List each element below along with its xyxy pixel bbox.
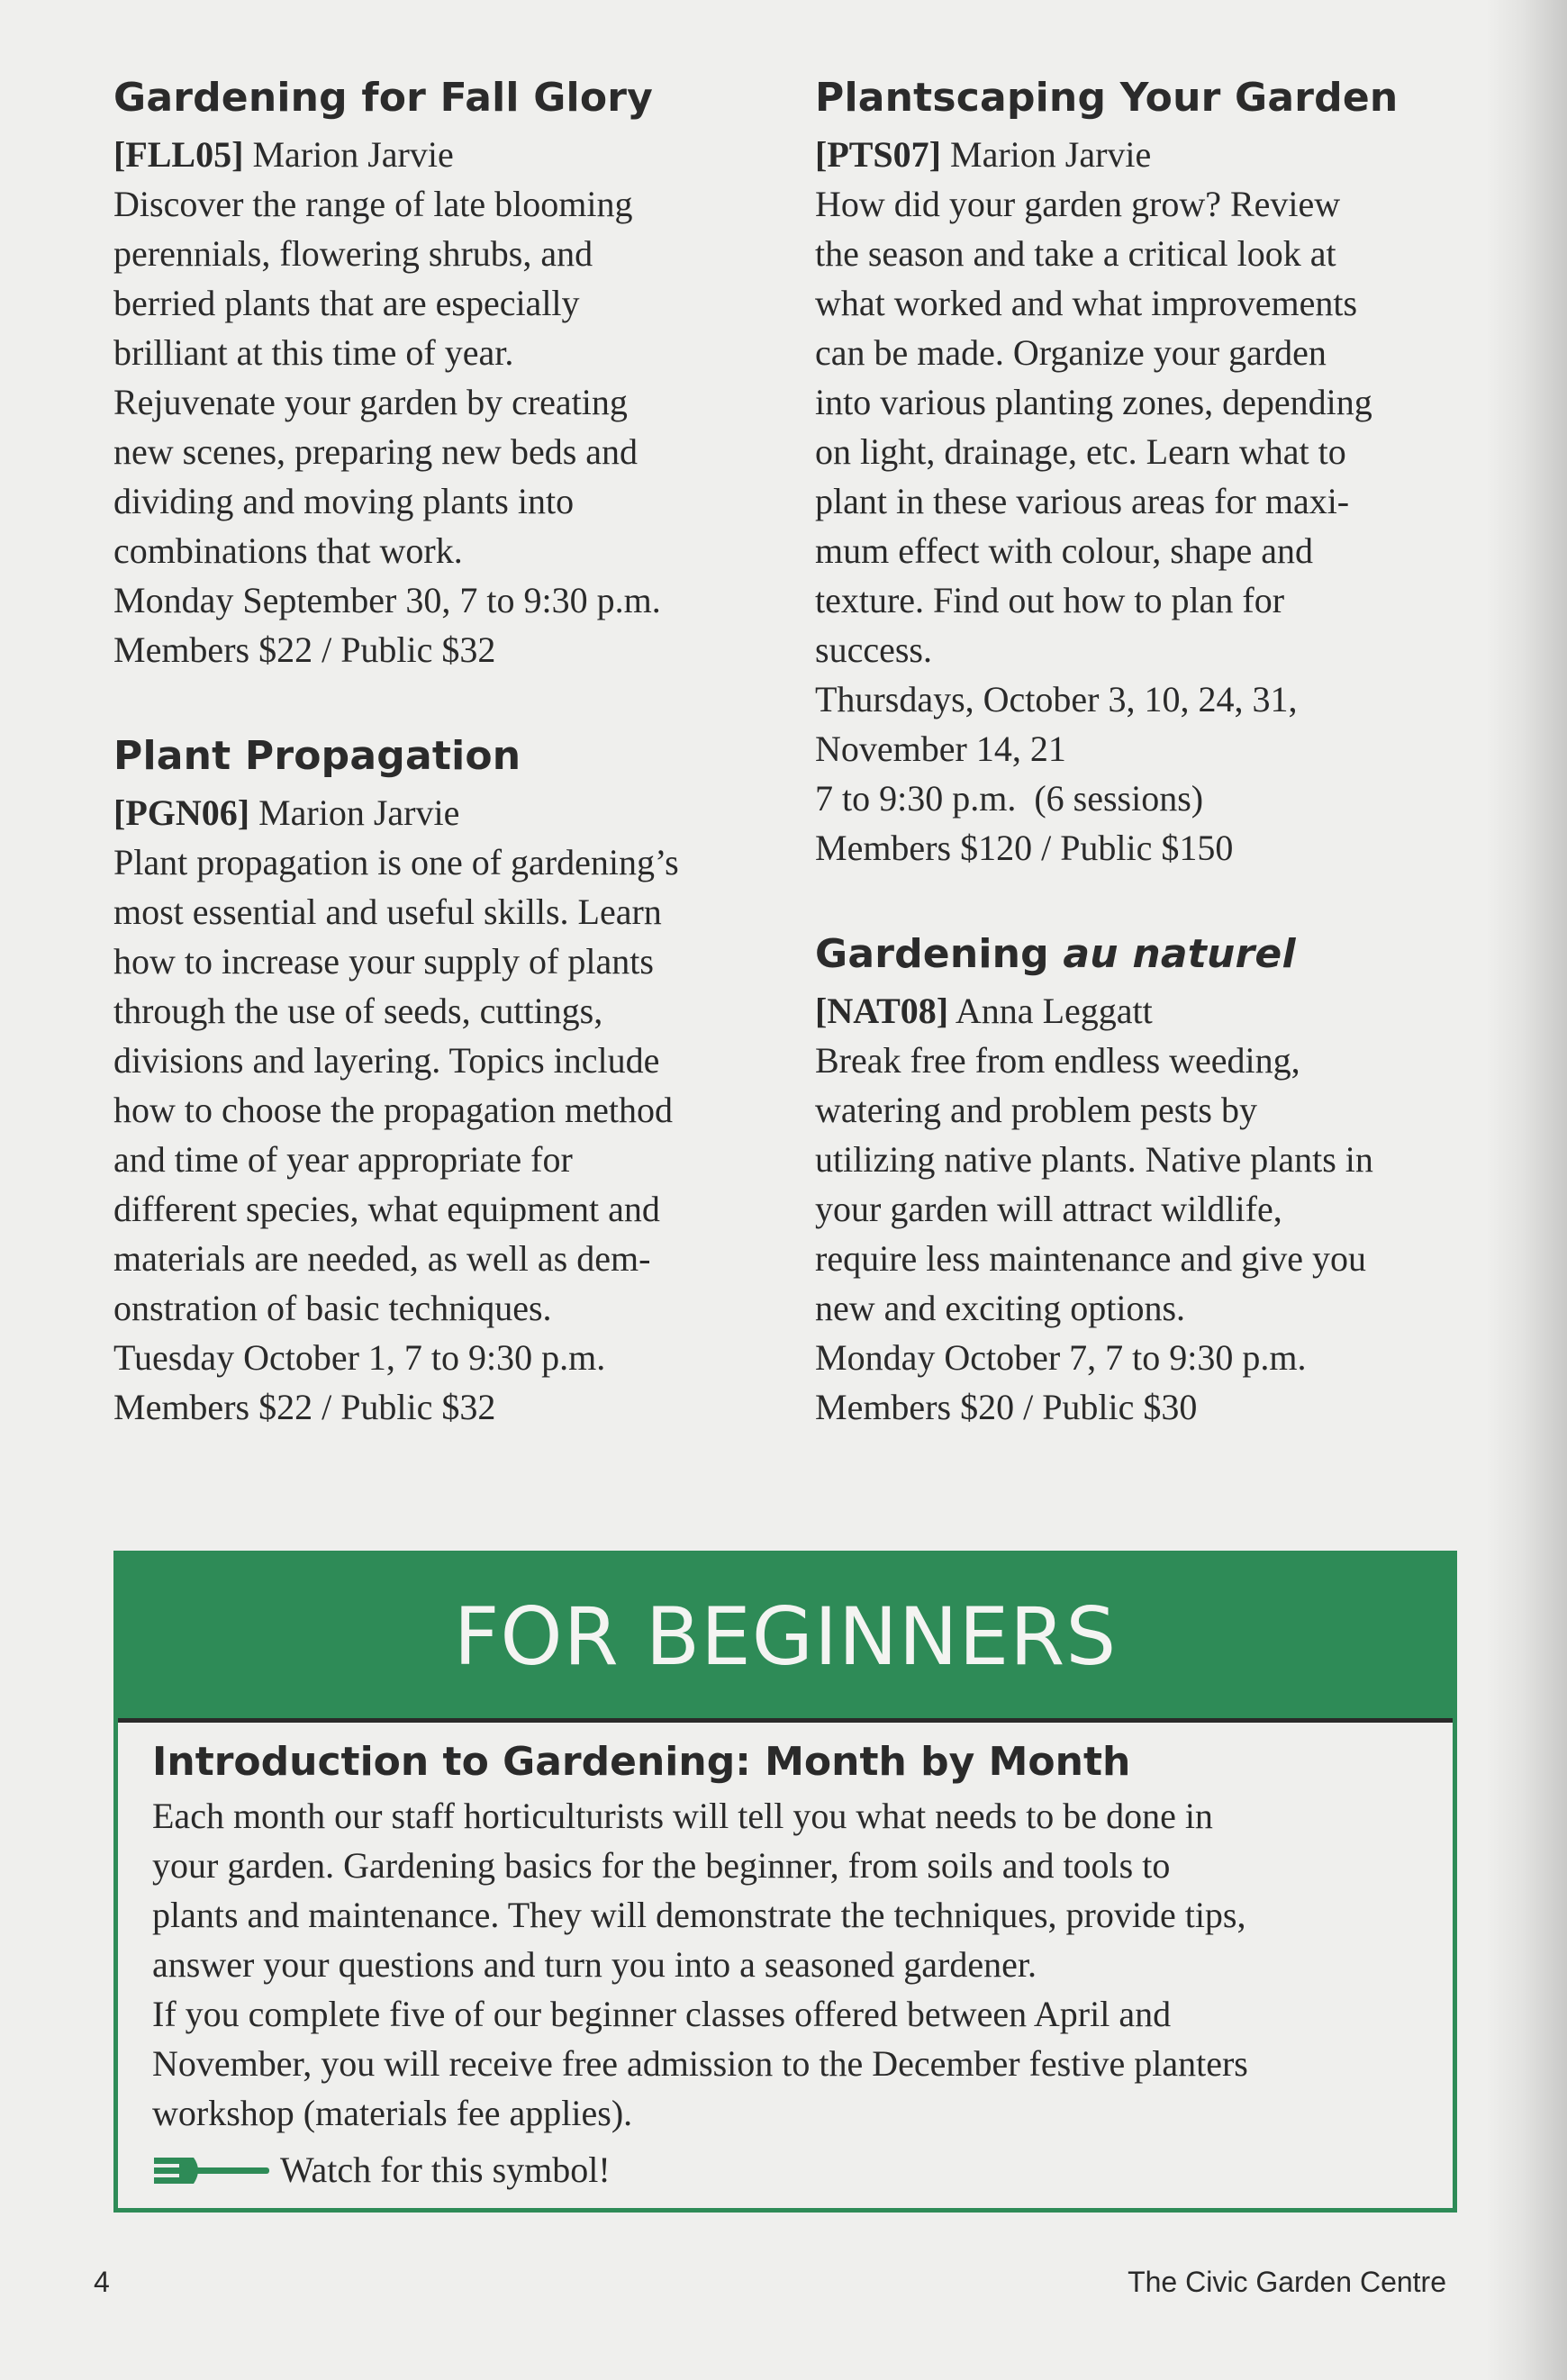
course-line: can be made. Organize your garden — [815, 332, 1327, 373]
course-line: utilizing native plants. Native plants in — [815, 1139, 1373, 1180]
symbol-note — [152, 2145, 1418, 2194]
course-price: Members $22 / Public $32 — [113, 629, 496, 670]
right-column — [815, 72, 1472, 1488]
course-line: require less maintenance and give you — [815, 1238, 1366, 1279]
course-line: perennials, flowering shrubs, and — [113, 233, 593, 274]
course-plant-propagation — [113, 730, 780, 1432]
course-line: divisions and layering. Topics include — [113, 1040, 660, 1081]
course-date: Monday September 30, 7 to 9:30 p.m. — [113, 580, 661, 620]
course-line: How did your garden grow? Review — [815, 184, 1341, 224]
course-line: success. — [815, 629, 932, 670]
course-code: [PGN06] — [113, 792, 250, 833]
course-line: Break free from endless weeding, — [815, 1040, 1300, 1081]
beginners-line: November, you will receive free admission to the December festive planters — [152, 2043, 1248, 2084]
course-fall-glory — [113, 72, 780, 674]
beginners-line: your garden. Gardening basics for the beginner, from soils and tools to — [152, 1845, 1171, 1886]
course-line: mum effect with colour, shape and — [815, 530, 1314, 571]
course-code: [PTS07] — [815, 134, 941, 175]
beginners-line: If you complete five of our beginner classes offered between April and — [152, 1994, 1172, 2034]
course-title: Plantscaping Your Garden — [815, 75, 1399, 121]
course-line: your garden will attract wildlife, — [815, 1189, 1282, 1229]
page-number: 4 — [94, 2266, 110, 2298]
course-line: onstration of basic techniques. — [113, 1288, 552, 1328]
course-title — [815, 928, 1472, 981]
course-line: Discover the range of late blooming — [113, 184, 633, 224]
beginners-heading: FOR BEGINNERS — [453, 1590, 1118, 1683]
beginners-header — [118, 1555, 1453, 1723]
course-line: berried plants that are especially — [113, 283, 580, 323]
course-code-line — [815, 986, 1472, 1036]
course-instructor: Marion Jarvie — [258, 792, 460, 833]
course-date: Thursdays, October 3, 10, 24, 31, — [815, 679, 1298, 719]
course-code-line — [113, 130, 780, 179]
course-au-naturel — [815, 928, 1472, 1432]
course-code: [NAT08] — [815, 991, 949, 1031]
course-time: 7 to 9:30 p.m. (6 sessions) — [815, 778, 1204, 819]
course-code: [FLL05] — [113, 134, 244, 175]
course-line: into various planting zones, depending — [815, 382, 1372, 422]
course-date: November 14, 21 — [815, 728, 1066, 769]
beginners-line: answer your questions and turn you into a seasoned gardener. — [152, 1944, 1037, 1985]
course-line: and time of year appropriate for — [113, 1139, 573, 1180]
course-date: Monday October 7, 7 to 9:30 p.m. — [815, 1337, 1307, 1378]
course-title: Gardening for Fall Glory — [113, 75, 654, 121]
course-line: how to choose the propagation method — [113, 1090, 673, 1130]
page-edge-shadow — [1486, 0, 1567, 2380]
course-line: through the use of seeds, cuttings, — [113, 991, 603, 1031]
course-title: Plant Propagation — [113, 733, 521, 779]
course-line: plant in these various areas for maxi- — [815, 481, 1350, 521]
course-price: Members $22 / Public $32 — [113, 1387, 496, 1427]
course-line: texture. Find out how to plan for — [815, 580, 1285, 620]
course-title-italic: au naturel — [1063, 931, 1296, 977]
course-line: different species, what equipment and — [113, 1189, 660, 1229]
course-line: what worked and what improvements — [815, 283, 1358, 323]
fork-symbol-icon — [152, 2152, 271, 2188]
course-line: the season and take a critical look at — [815, 233, 1336, 274]
beginners-course-title: Introduction to Gardening: Month by Month — [152, 1739, 1131, 1785]
course-instructor: Marion Jarvie — [252, 134, 454, 175]
beginners-line: workshop (materials fee applies). — [152, 2093, 633, 2133]
left-column — [113, 72, 780, 1488]
beginners-box — [113, 1551, 1457, 2213]
beginners-body — [118, 1723, 1453, 2194]
course-title-prefix: Gardening — [815, 931, 1064, 977]
course-code-line — [815, 130, 1472, 179]
course-price: Members $120 / Public $150 — [815, 828, 1234, 868]
course-plantscaping — [815, 72, 1472, 873]
course-date: Tuesday October 1, 7 to 9:30 p.m. — [113, 1337, 606, 1378]
course-line: on light, drainage, etc. Learn what to — [815, 431, 1346, 472]
course-line: combinations that work. — [113, 530, 463, 571]
course-line: watering and problem pests by — [815, 1090, 1257, 1130]
course-code-line — [113, 788, 780, 837]
course-line: brilliant at this time of year. — [113, 332, 514, 373]
course-line: new and exciting options. — [815, 1288, 1186, 1328]
course-instructor: Marion Jarvie — [950, 134, 1152, 175]
course-line: dividing and moving plants into — [113, 481, 575, 521]
course-line: Plant propagation is one of gardening’s — [113, 842, 679, 882]
beginners-line: Each month our staff horticulturists will tell you what needs to be done in — [152, 1796, 1213, 1836]
beginners-line: plants and maintenance. They will demonstrate the techniques, provide tips, — [152, 1895, 1246, 1935]
course-price: Members $20 / Public $30 — [815, 1387, 1198, 1427]
course-line: how to increase your supply of plants — [113, 941, 654, 982]
course-line: materials are needed, as well as dem- — [113, 1238, 651, 1279]
symbol-caption: Watch for this symbol! — [280, 2149, 611, 2190]
course-instructor: Anna Leggatt — [955, 991, 1153, 1031]
course-line: new scenes, preparing new beds and — [113, 431, 639, 472]
course-line: most essential and useful skills. Learn — [113, 891, 662, 932]
course-line: Rejuvenate your garden by creating — [113, 382, 628, 422]
footer-organization: The Civic Garden Centre — [1128, 2266, 1446, 2298]
